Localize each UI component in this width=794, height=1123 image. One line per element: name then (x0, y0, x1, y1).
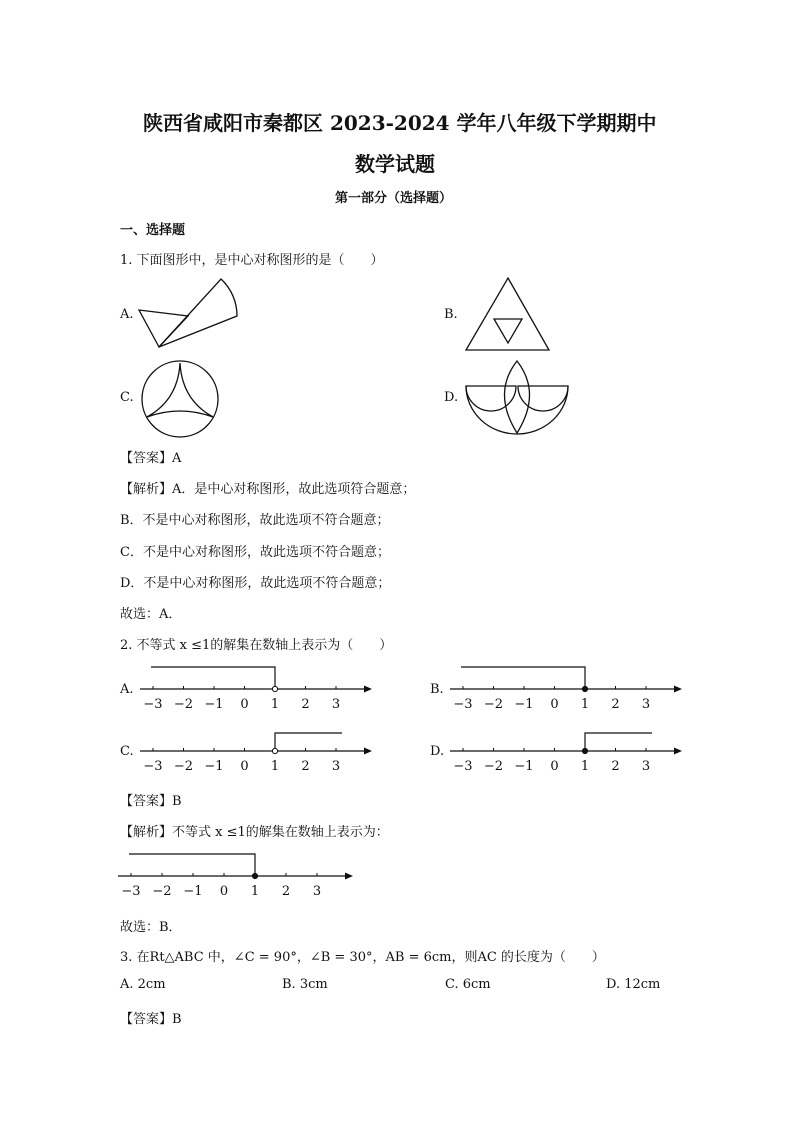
q2-answer-numberline-tick-label: 0 (219, 884, 229, 899)
q1-answer: 【答案】A (120, 451, 182, 466)
q1-analysis-line1: 【解析】A．是中心对称图形，故此选项符合题意； (120, 482, 416, 497)
q1-figure-d-bottom-arc (466, 386, 568, 434)
q1-figure-d-center-petal (505, 361, 530, 433)
q2-numberline-c-tick-label: −1 (204, 759, 224, 774)
q2-numberline-d-tick-label: −3 (453, 759, 473, 774)
q2-numberline-c-tick-label: −3 (143, 759, 163, 774)
q2-answer-numberline-tick-label: −3 (121, 884, 141, 899)
part-heading: 第一部分（选择题） (335, 191, 453, 206)
q2-numberline-a-tick-label: −2 (173, 697, 194, 712)
q2-numberline-b-arrow (674, 686, 682, 693)
q2-answer-numberline-tick-label: 1 (250, 884, 260, 899)
q1-analysis-line4: D．不是中心对称图形，故此选项不符合题意； (120, 576, 391, 591)
q2-answer-numberline (114, 849, 354, 899)
q2-numberline-d-tick-label: −1 (514, 759, 534, 774)
q2-answer-numberline-endpoint (252, 873, 257, 878)
q2-answer-numberline-tick-label: 3 (312, 884, 322, 899)
q2-numberline-c-tick-label: 3 (331, 759, 341, 774)
q1-figure-c (138, 358, 222, 442)
q2-analysis: 【解析】不等式 x ≤1的解集在数轴上表示为： (120, 825, 389, 840)
q1-figure-a-lower-sector (139, 310, 188, 347)
q1-figure-d-right-petal (518, 386, 568, 411)
q2-numberline-d-tick-label: −2 (483, 759, 504, 774)
q2-numberline-a-tick-label: −3 (143, 697, 163, 712)
q2-option-d-label: D. (430, 744, 445, 759)
q3-option-b: B. 3cm (282, 977, 328, 992)
q2-numberline-b-tick-label: 2 (611, 697, 620, 712)
q2-numberline-b-tick-label: 1 (580, 697, 590, 712)
q2-numberline-b-solution-bracket (461, 667, 585, 689)
q2-numberline-d-tick-label: 1 (580, 759, 590, 774)
q2-numberline-d-tick-label: 2 (611, 759, 620, 774)
q2-numberline-d-tick-label: 3 (641, 759, 651, 774)
q2-answer: 【答案】B (120, 794, 182, 809)
section-heading: 一、选择题 (120, 223, 186, 238)
q2-numberline-d-arrow (674, 748, 682, 755)
q2-numberline-d (446, 724, 676, 774)
q2-numberline-c-tick-label: 1 (270, 759, 280, 774)
q1-option-d-label: D. (444, 390, 459, 405)
q2-conclusion: 故选：B． (120, 920, 182, 935)
q2-numberline-b-tick-label: 3 (641, 697, 651, 712)
q2-option-b-label: B. (430, 682, 444, 697)
q2-numberline-a-tick-label: 2 (301, 697, 310, 712)
q1-figure-a (130, 275, 250, 355)
q2-numberline-a (136, 662, 366, 712)
q2-numberline-a-tick-label: 1 (270, 697, 280, 712)
q2-answer-numberline-tick-label: −1 (183, 884, 203, 899)
q2-numberline-c (136, 724, 366, 774)
q2-answer-numberline-tick-label: 2 (281, 884, 291, 899)
q3-stem: 3. 在Rt△ABC 中，∠C = 90°，∠B = 30°，AB = 6cm，则AC 的长度为（ ） (120, 950, 605, 965)
document-title-line2: 数学试题 (355, 152, 435, 176)
q1-figure-b (460, 275, 560, 355)
q2-numberline-b (446, 662, 676, 712)
q2-numberline-d-solution-bracket (585, 733, 652, 751)
q3-answer: 【答案】B (120, 1012, 182, 1027)
q2-numberline-d-endpoint (582, 748, 587, 753)
q2-answer-numberline-arrow (345, 873, 353, 880)
q2-numberline-a-tick-label: 3 (331, 697, 341, 712)
q1-figure-d (462, 358, 574, 438)
q1-figure-c-circle (142, 361, 218, 437)
q2-numberline-a-solution-bracket (151, 667, 275, 689)
q2-answer-numberline-tick-label: −2 (152, 884, 172, 899)
q1-conclusion: 故选：A． (120, 607, 182, 622)
q2-numberline-c-endpoint (272, 748, 277, 753)
q2-numberline-d-tick-label: 0 (550, 759, 559, 774)
q2-numberline-c-arrow (364, 748, 372, 755)
q2-numberline-a-tick-label: 0 (240, 697, 249, 712)
q2-numberline-b-endpoint (582, 686, 587, 691)
q2-numberline-c-tick-label: −2 (173, 759, 194, 774)
q1-figure-a-upper-sector (159, 279, 237, 347)
q1-option-c-label: C. (120, 390, 134, 405)
q1-figure-b-inner-triangle (494, 319, 522, 343)
q1-figure-b-outer-triangle (466, 278, 549, 350)
q2-numberline-b-tick-label: 0 (550, 697, 559, 712)
q2-numberline-c-tick-label: 2 (301, 759, 310, 774)
document-title-line1: 陕西省咸阳市秦都区 2023-2024 学年八年级下学期期中 (143, 111, 657, 135)
q1-analysis-line3: C．不是中心对称图形，故此选项不符合题意； (120, 545, 390, 560)
q2-answer-numberline-solution-bracket (129, 854, 255, 876)
q2-numberline-c-solution-bracket (275, 733, 342, 751)
q3-option-c: C. 6cm (445, 977, 491, 992)
q2-option-c-label: C. (120, 744, 134, 759)
q1-stem: 1. 下面图形中，是中心对称图形的是（ ） (120, 253, 384, 268)
q2-numberline-a-tick-label: −1 (204, 697, 224, 712)
q2-numberline-c-tick-label: 0 (240, 759, 249, 774)
q2-stem: 2. 不等式 x ≤1的解集在数轴上表示为（ ） (120, 638, 393, 653)
q1-figure-d-left-petal (466, 386, 516, 411)
q2-numberline-b-tick-label: −3 (453, 697, 473, 712)
q2-numberline-a-arrow (364, 686, 372, 693)
q1-option-b-label: B. (444, 307, 458, 322)
q2-numberline-b-tick-label: −1 (514, 697, 534, 712)
q1-figure-c-curved-triangle (147, 363, 213, 417)
q1-analysis-line2: B．不是中心对称图形，故此选项不符合题意； (120, 513, 390, 528)
q2-option-a-label: A. (120, 682, 134, 697)
q2-numberline-a-endpoint (272, 686, 277, 691)
q2-numberline-b-tick-label: −2 (483, 697, 504, 712)
q3-option-a: A. 2cm (120, 977, 166, 992)
q3-option-d: D. 12cm (606, 977, 661, 992)
q1-option-a-label: A. (120, 307, 134, 322)
